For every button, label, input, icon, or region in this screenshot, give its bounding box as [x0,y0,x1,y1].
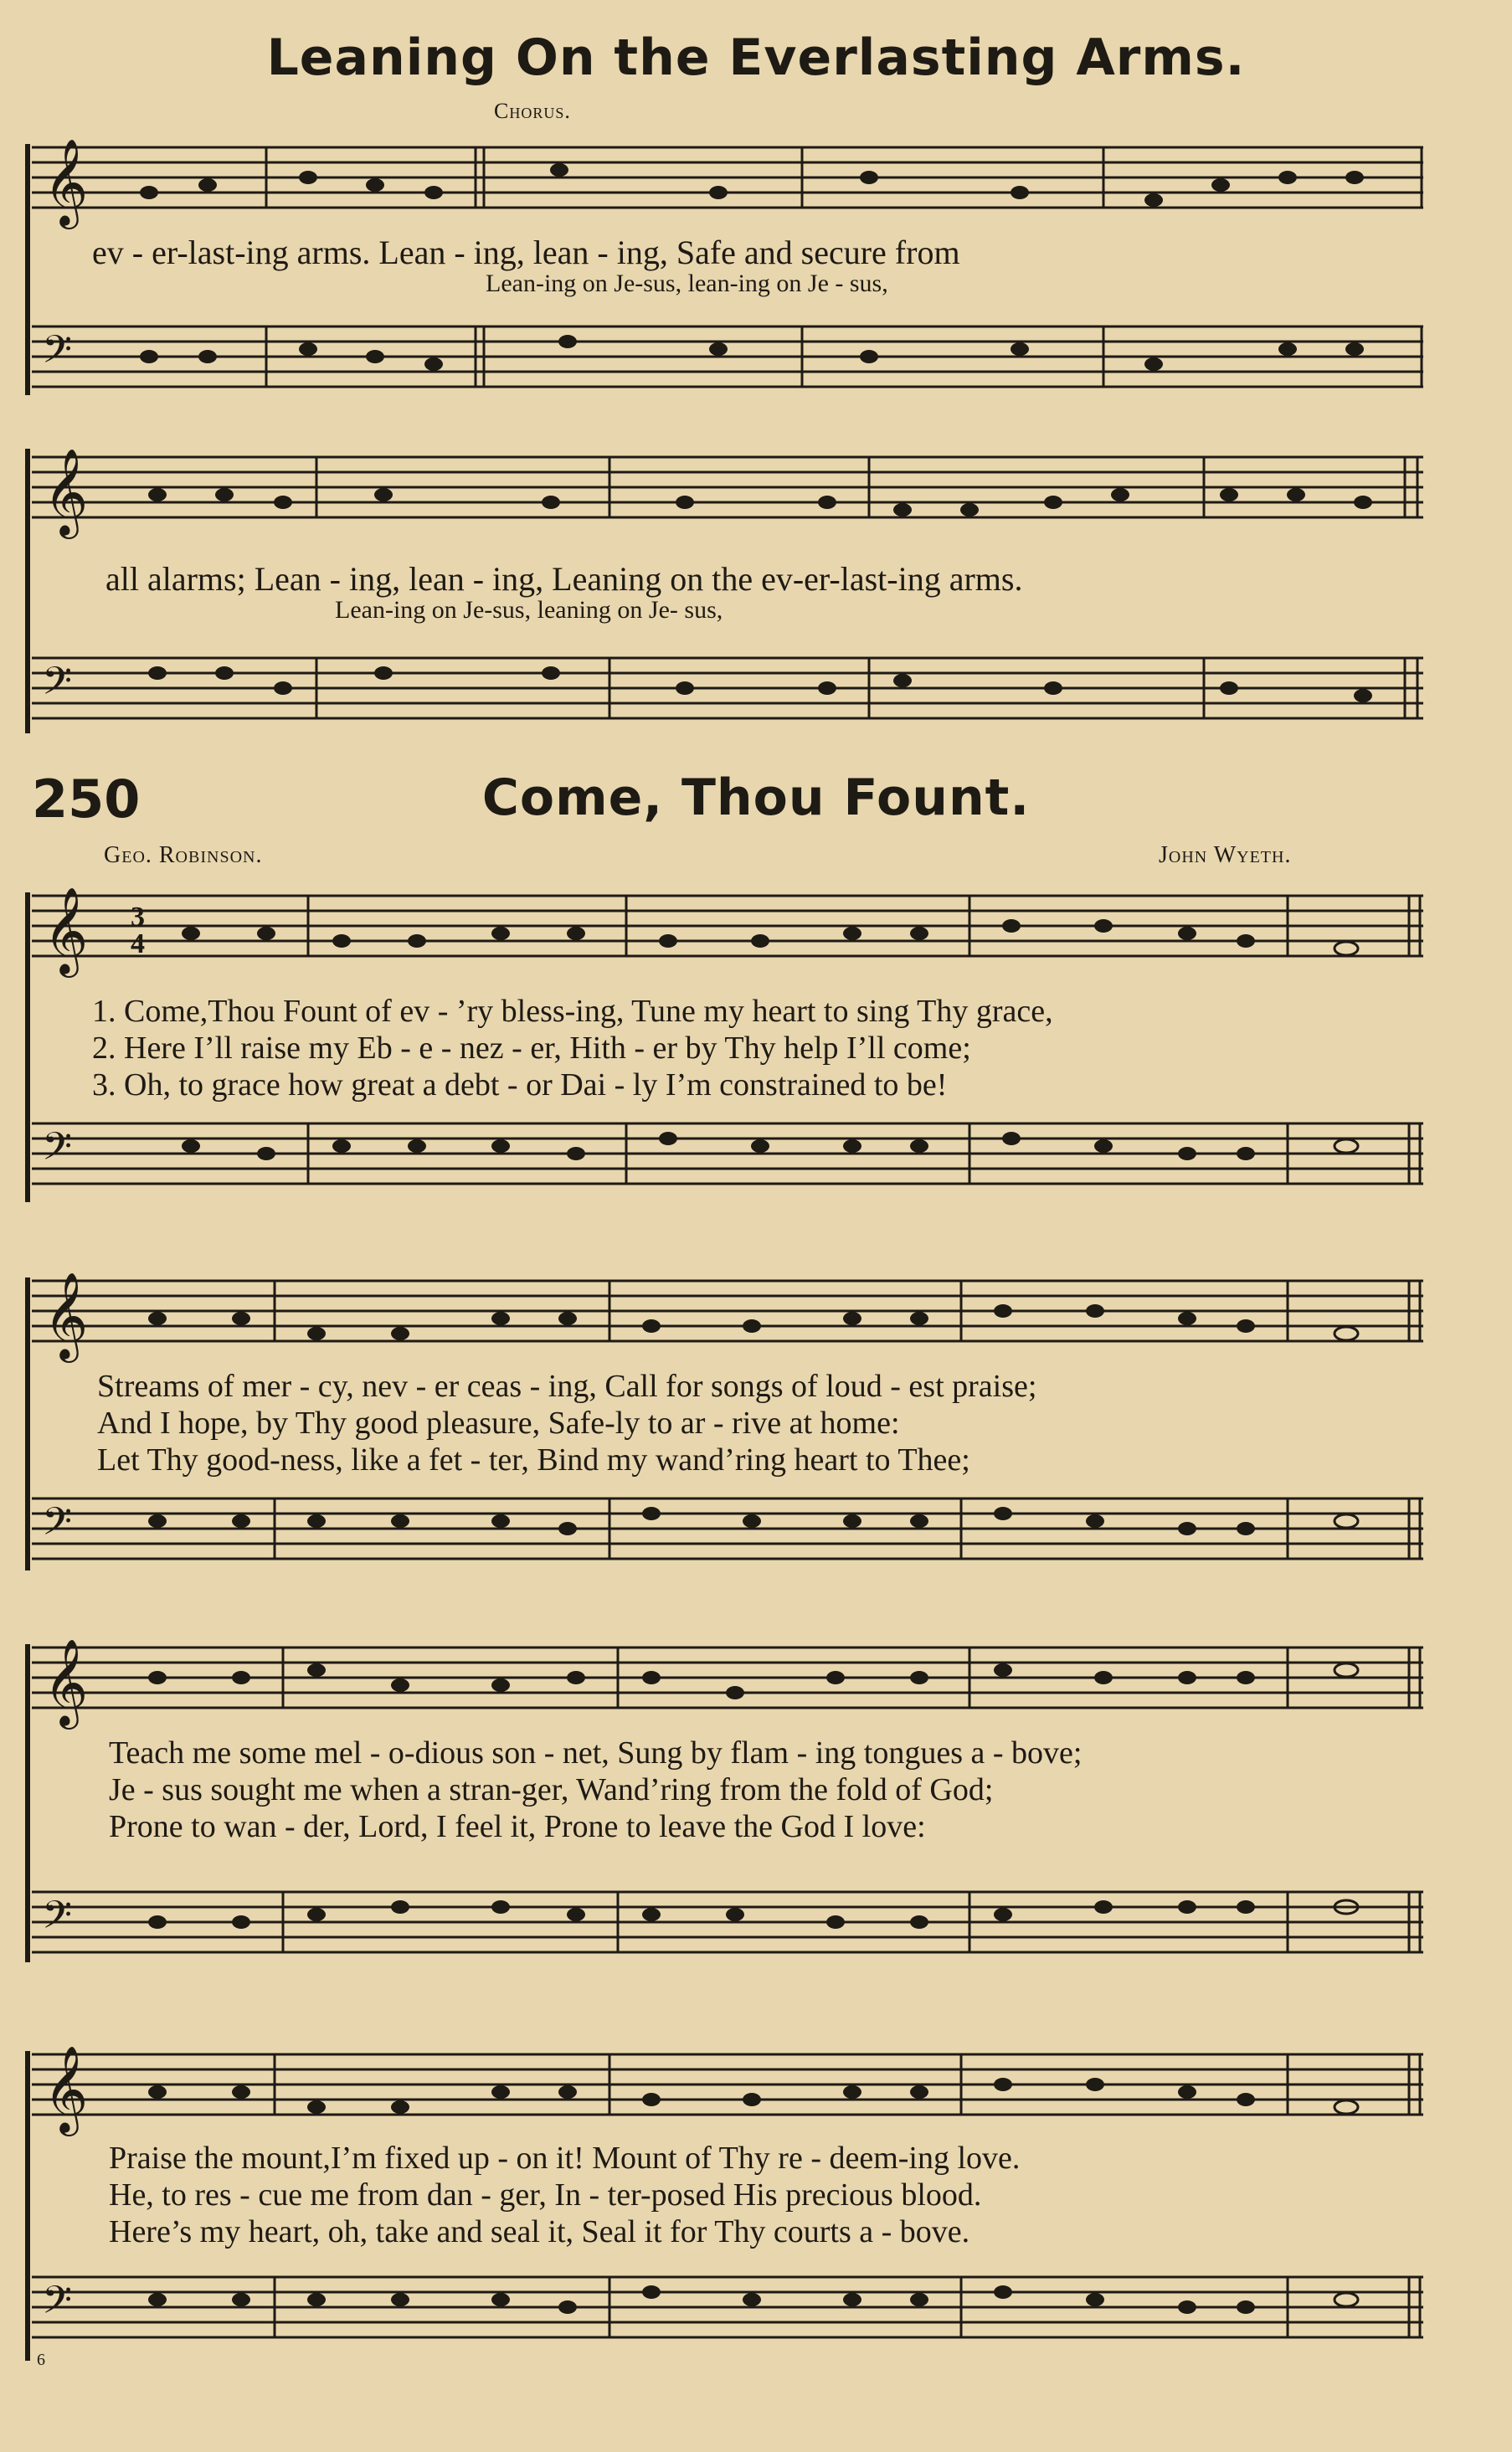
verse-line: Streams of mer - cy, nev - er ceas - ing, Call for songs of loud - est praise; [97,1369,1037,1404]
svg-text:𝄞: 𝄞 [44,890,89,973]
composer-credit: John Wyeth. [1159,842,1292,868]
treble-staff [32,2046,1423,2138]
system-brace [25,449,30,733]
svg-text:𝄢: 𝄢 [42,661,73,712]
svg-text:𝄞: 𝄞 [44,2048,89,2131]
chorus-label: Chorus. [494,99,571,123]
svg-text:3: 3 [131,902,145,933]
hymn-number: 250 [32,768,141,830]
bass-staff [32,1107,1423,1199]
svg-text:𝄢: 𝄢 [42,1894,73,1946]
author-credit: Geo. Robinson. [104,842,263,868]
verse-line: Here’s my heart, oh, take and seal it, Seal it for Thy courts a - bove. [109,2214,970,2249]
system-brace [25,1644,30,1962]
svg-text:𝄢: 𝄢 [42,329,73,381]
svg-text:𝄢: 𝄢 [42,1126,73,1178]
svg-text:4: 4 [131,928,145,959]
bass-staff [32,1482,1423,1574]
verse-line: And I hope, by Thy good pleasure, Safe-ly to ar - rive at home: [97,1406,900,1441]
verse-line: 1. Come,Thou Fount of ev - ’ry bless-ing, Tune my heart to sing Thy grace, [92,994,1053,1029]
system-brace [25,2051,30,2361]
hymn-title: Come, Thou Fount. [481,768,1031,827]
verse-line: He, to res - cue me from dan - ger, In - ter-posed His precious blood. [109,2177,982,2213]
lyric-subline: Lean-ing on Je-sus, leaning on Je- sus, [335,596,723,624]
verse-line: Prone to wan - der, Lord, I feel it, Prone to leave the God I love: [109,1809,926,1844]
system-brace [25,892,30,1202]
page-mark: 6 [37,2351,45,2369]
svg-text:𝄢: 𝄢 [42,2280,73,2331]
svg-text:𝄞: 𝄞 [44,1642,89,1725]
system-brace [25,144,30,395]
verse-line: Teach me some mel - o-dious son - net, Sung by flam - ing tongues a - bove; [109,1735,1083,1771]
lyric-subline: Lean-ing on Je-sus, lean-ing on Je - sus, [486,270,888,297]
hymn-title: Leaning On the Everlasting Arms. [266,28,1246,87]
verse-line: Je - sus sought me when a stran-ger, Wand’ring from the fold of God; [109,1772,994,1807]
svg-text:𝄞: 𝄞 [44,141,89,224]
treble-staff [32,139,1423,231]
bass-staff [32,310,1423,402]
bass-staff [32,1875,1423,1967]
system-brace [25,1277,30,1570]
treble-staff [32,449,1423,541]
svg-text:𝄢: 𝄢 [42,1501,73,1553]
svg-text:𝄞: 𝄞 [44,1275,89,1358]
treble-staff [32,1639,1423,1731]
lyric-line: all alarms; Lean - ing, lean - ing, Leaning on the ev-er-last-ing arms. [105,560,1023,598]
bass-staff [32,641,1423,733]
verse-line: Let Thy good-ness, like a fet - ter, Bind my wand’ring heart to Thee; [97,1442,970,1478]
treble-staff [32,1272,1423,1365]
verse-line: 2. Here I’ll raise my Eb - e - nez - er, Hith - er by Thy help I’ll come; [92,1031,971,1066]
svg-text:𝄞: 𝄞 [44,451,89,534]
verse-line: 3. Oh, to grace how great a debt - or Dai - ly I’m constrained to be! [92,1067,948,1103]
treble-staff [32,887,1423,979]
bass-staff [32,2260,1423,2352]
verse-line: Praise the mount,I’m fixed up - on it! Mount of Thy re - deem-ing love. [109,2141,1021,2176]
lyric-line: ev - er-last-ing arms. Lean - ing, lean - ing, Safe and secure from [92,234,960,271]
